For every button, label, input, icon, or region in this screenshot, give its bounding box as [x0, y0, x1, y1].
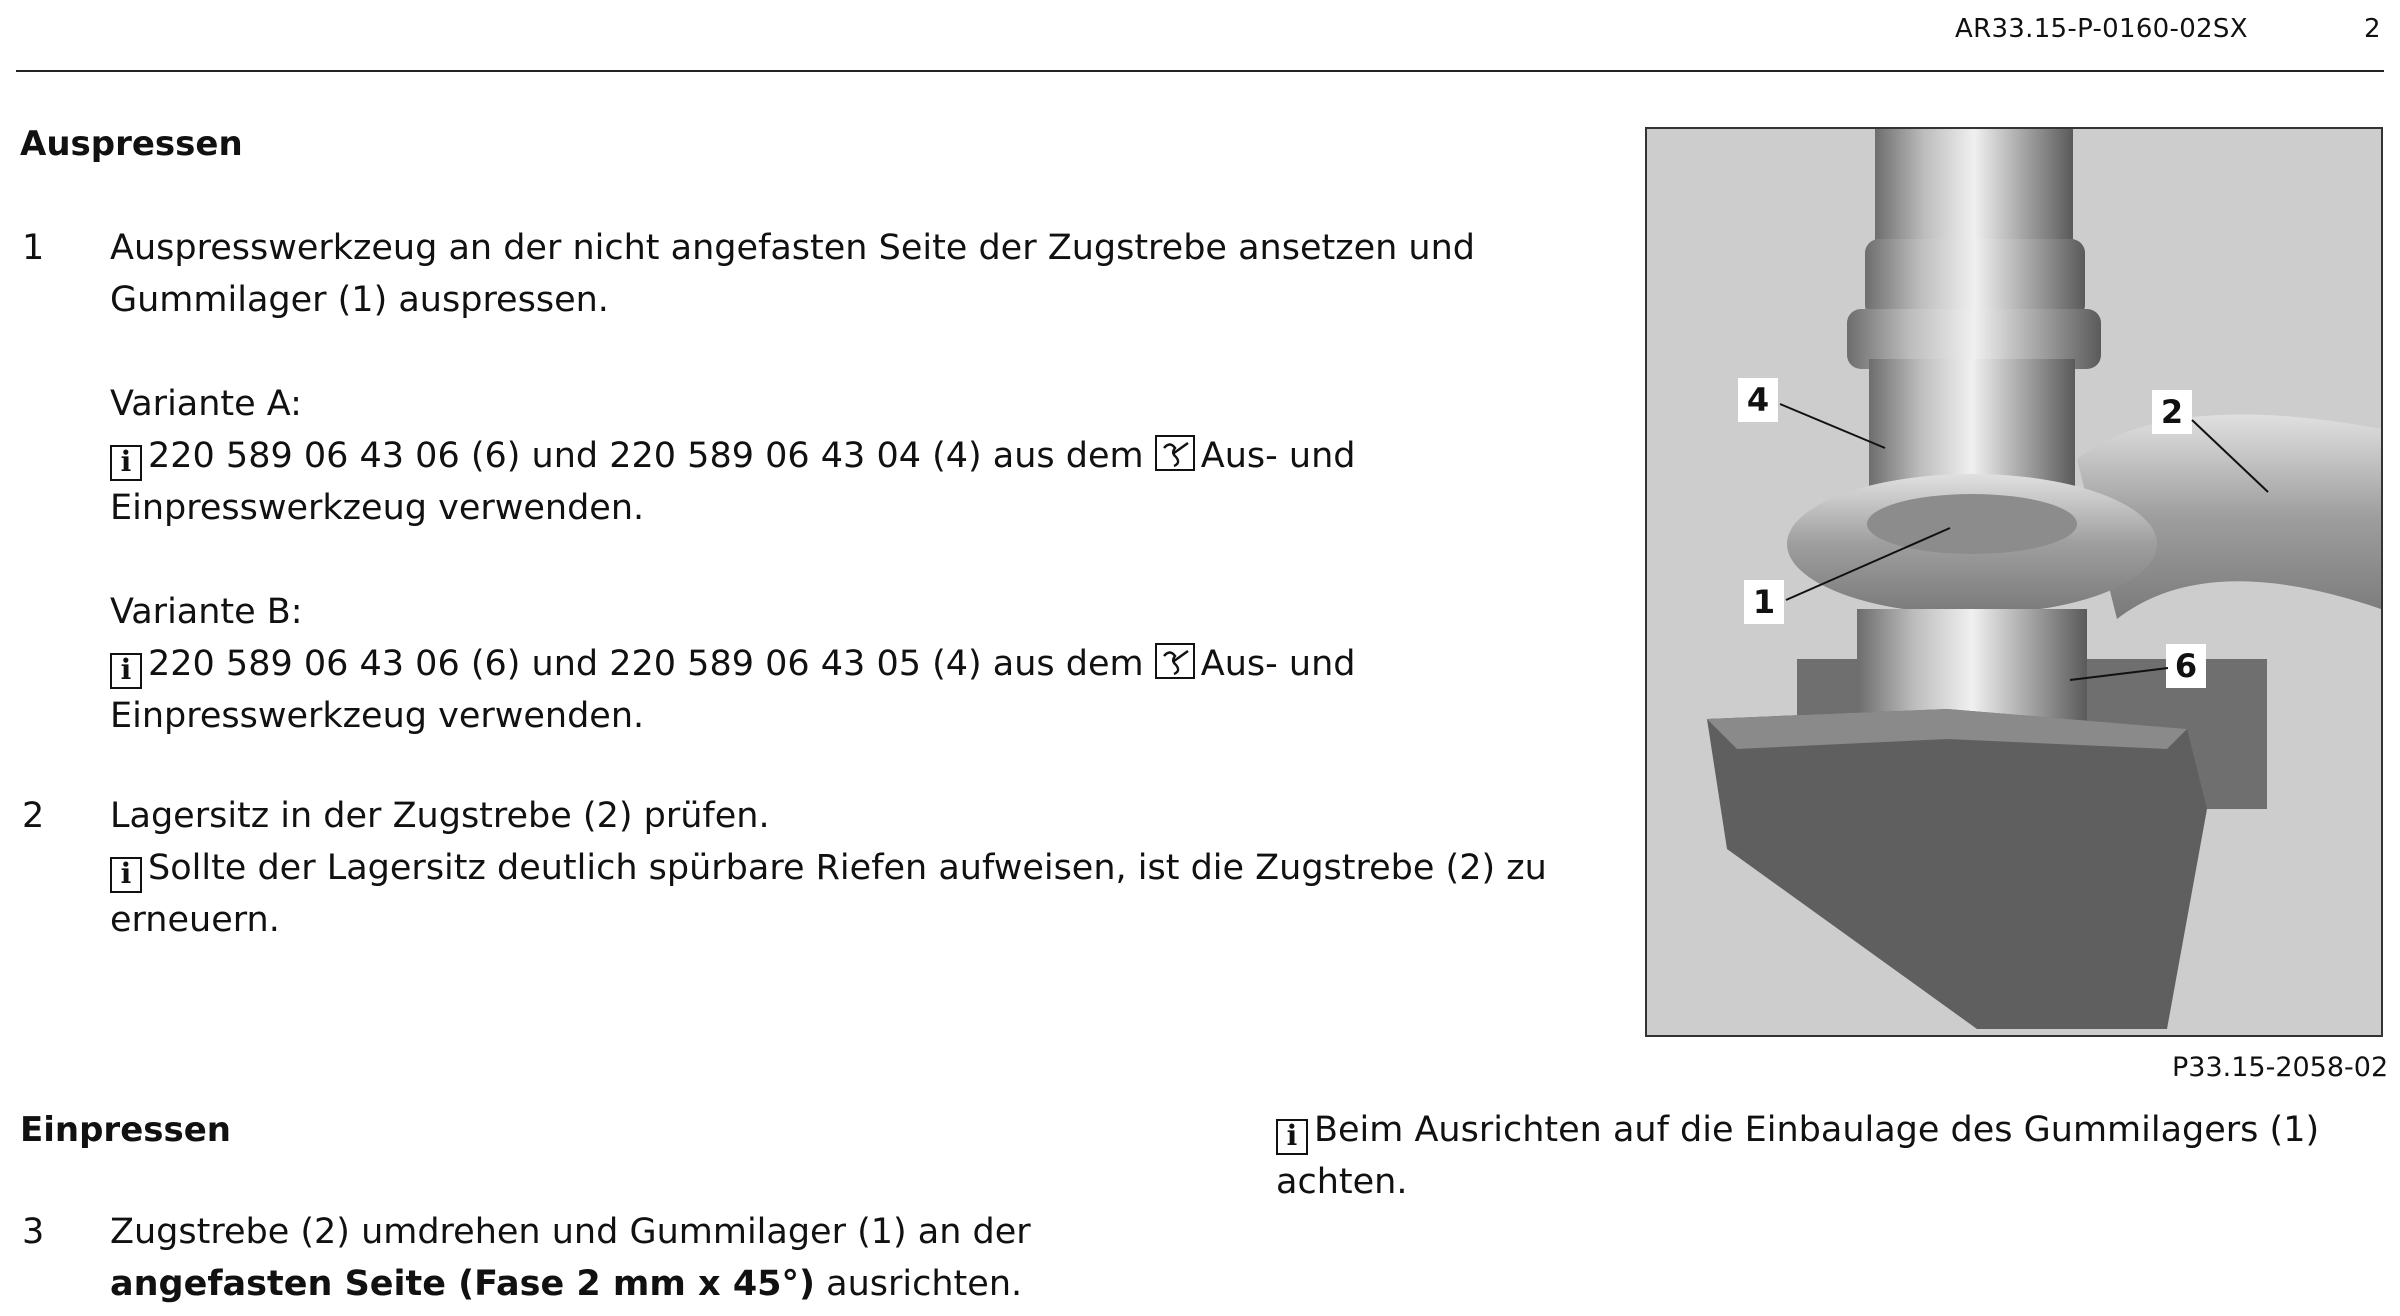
- figure-caption: P33.15-2058-02: [2172, 1052, 2389, 1083]
- note-text: Beim Ausrichten auf die Einbaulage des Gummilagers (1): [1314, 1110, 2320, 1150]
- step-number: 2: [22, 796, 45, 836]
- step-3-line-1: Zugstrebe (2) umdrehen und Gummilager (1) an der: [110, 1212, 1031, 1252]
- variant-a-label: Variante A:: [110, 384, 302, 424]
- step-3-line-2-rest: ausrichten.: [815, 1264, 1023, 1304]
- step-2-note-line-2: erneuern.: [110, 900, 280, 940]
- note-line-2: achten.: [1276, 1162, 1408, 1202]
- step-number: 1: [22, 228, 45, 268]
- variant-b-text-suffix: Aus- und: [1200, 644, 1356, 684]
- variant-b-text: 220 589 06 43 06 (6) und 220 589 06 43 05 (4) aus dem: [148, 644, 1144, 684]
- variant-a-line-3: Einpresswerkzeug verwenden.: [110, 488, 645, 528]
- step-3-body: [110, 1206, 1031, 1310]
- callout-label: 4: [1738, 378, 1778, 422]
- variant-b-line-3: Einpresswerkzeug verwenden.: [110, 696, 645, 736]
- step-3-line-2: [110, 1258, 1031, 1310]
- info-box-icon: i: [110, 857, 142, 893]
- callout-label: 6: [2166, 644, 2206, 688]
- info-box-icon: i: [110, 653, 142, 689]
- page-number: 2: [2364, 14, 2381, 44]
- variant-a-text: 220 589 06 43 06 (6) und 220 589 06 43 04 (4) aus dem: [148, 436, 1144, 476]
- info-box-icon: i: [1276, 1119, 1308, 1155]
- step-1-line-1: Auspresswerkzeug an der nicht angefasten Seite der Zugstrebe ansetzen und: [110, 228, 1475, 268]
- document-code: AR33.15-P-0160-02SX: [1955, 14, 2248, 44]
- step-2-note-text: Sollte der Lagersitz deutlich spürbare Riefen aufweisen, ist die Zugstrebe (2) zu: [148, 848, 1547, 888]
- step-2-line-1: Lagersitz in der Zugstrebe (2) prüfen.: [110, 796, 770, 836]
- einpressen-note: [1276, 1104, 2319, 1208]
- note-line-1: [1276, 1104, 2319, 1156]
- variant-b-label: Variante B:: [110, 592, 303, 632]
- info-box-icon: i: [110, 445, 142, 481]
- step-1-line-2: Gummilager (1) auspressen.: [110, 280, 609, 320]
- callout-label: 2: [2152, 390, 2192, 434]
- callout-label: 1: [1744, 580, 1784, 624]
- step-3-emphasis: angefasten Seite (Fase 2 mm x 45°): [110, 1264, 816, 1304]
- variant-a-text-suffix: Aus- und: [1200, 436, 1356, 476]
- section-title-einpressen: Einpressen: [20, 1110, 231, 1150]
- section-title-auspressen: Auspressen: [20, 124, 243, 164]
- step-number: 3: [22, 1212, 45, 1252]
